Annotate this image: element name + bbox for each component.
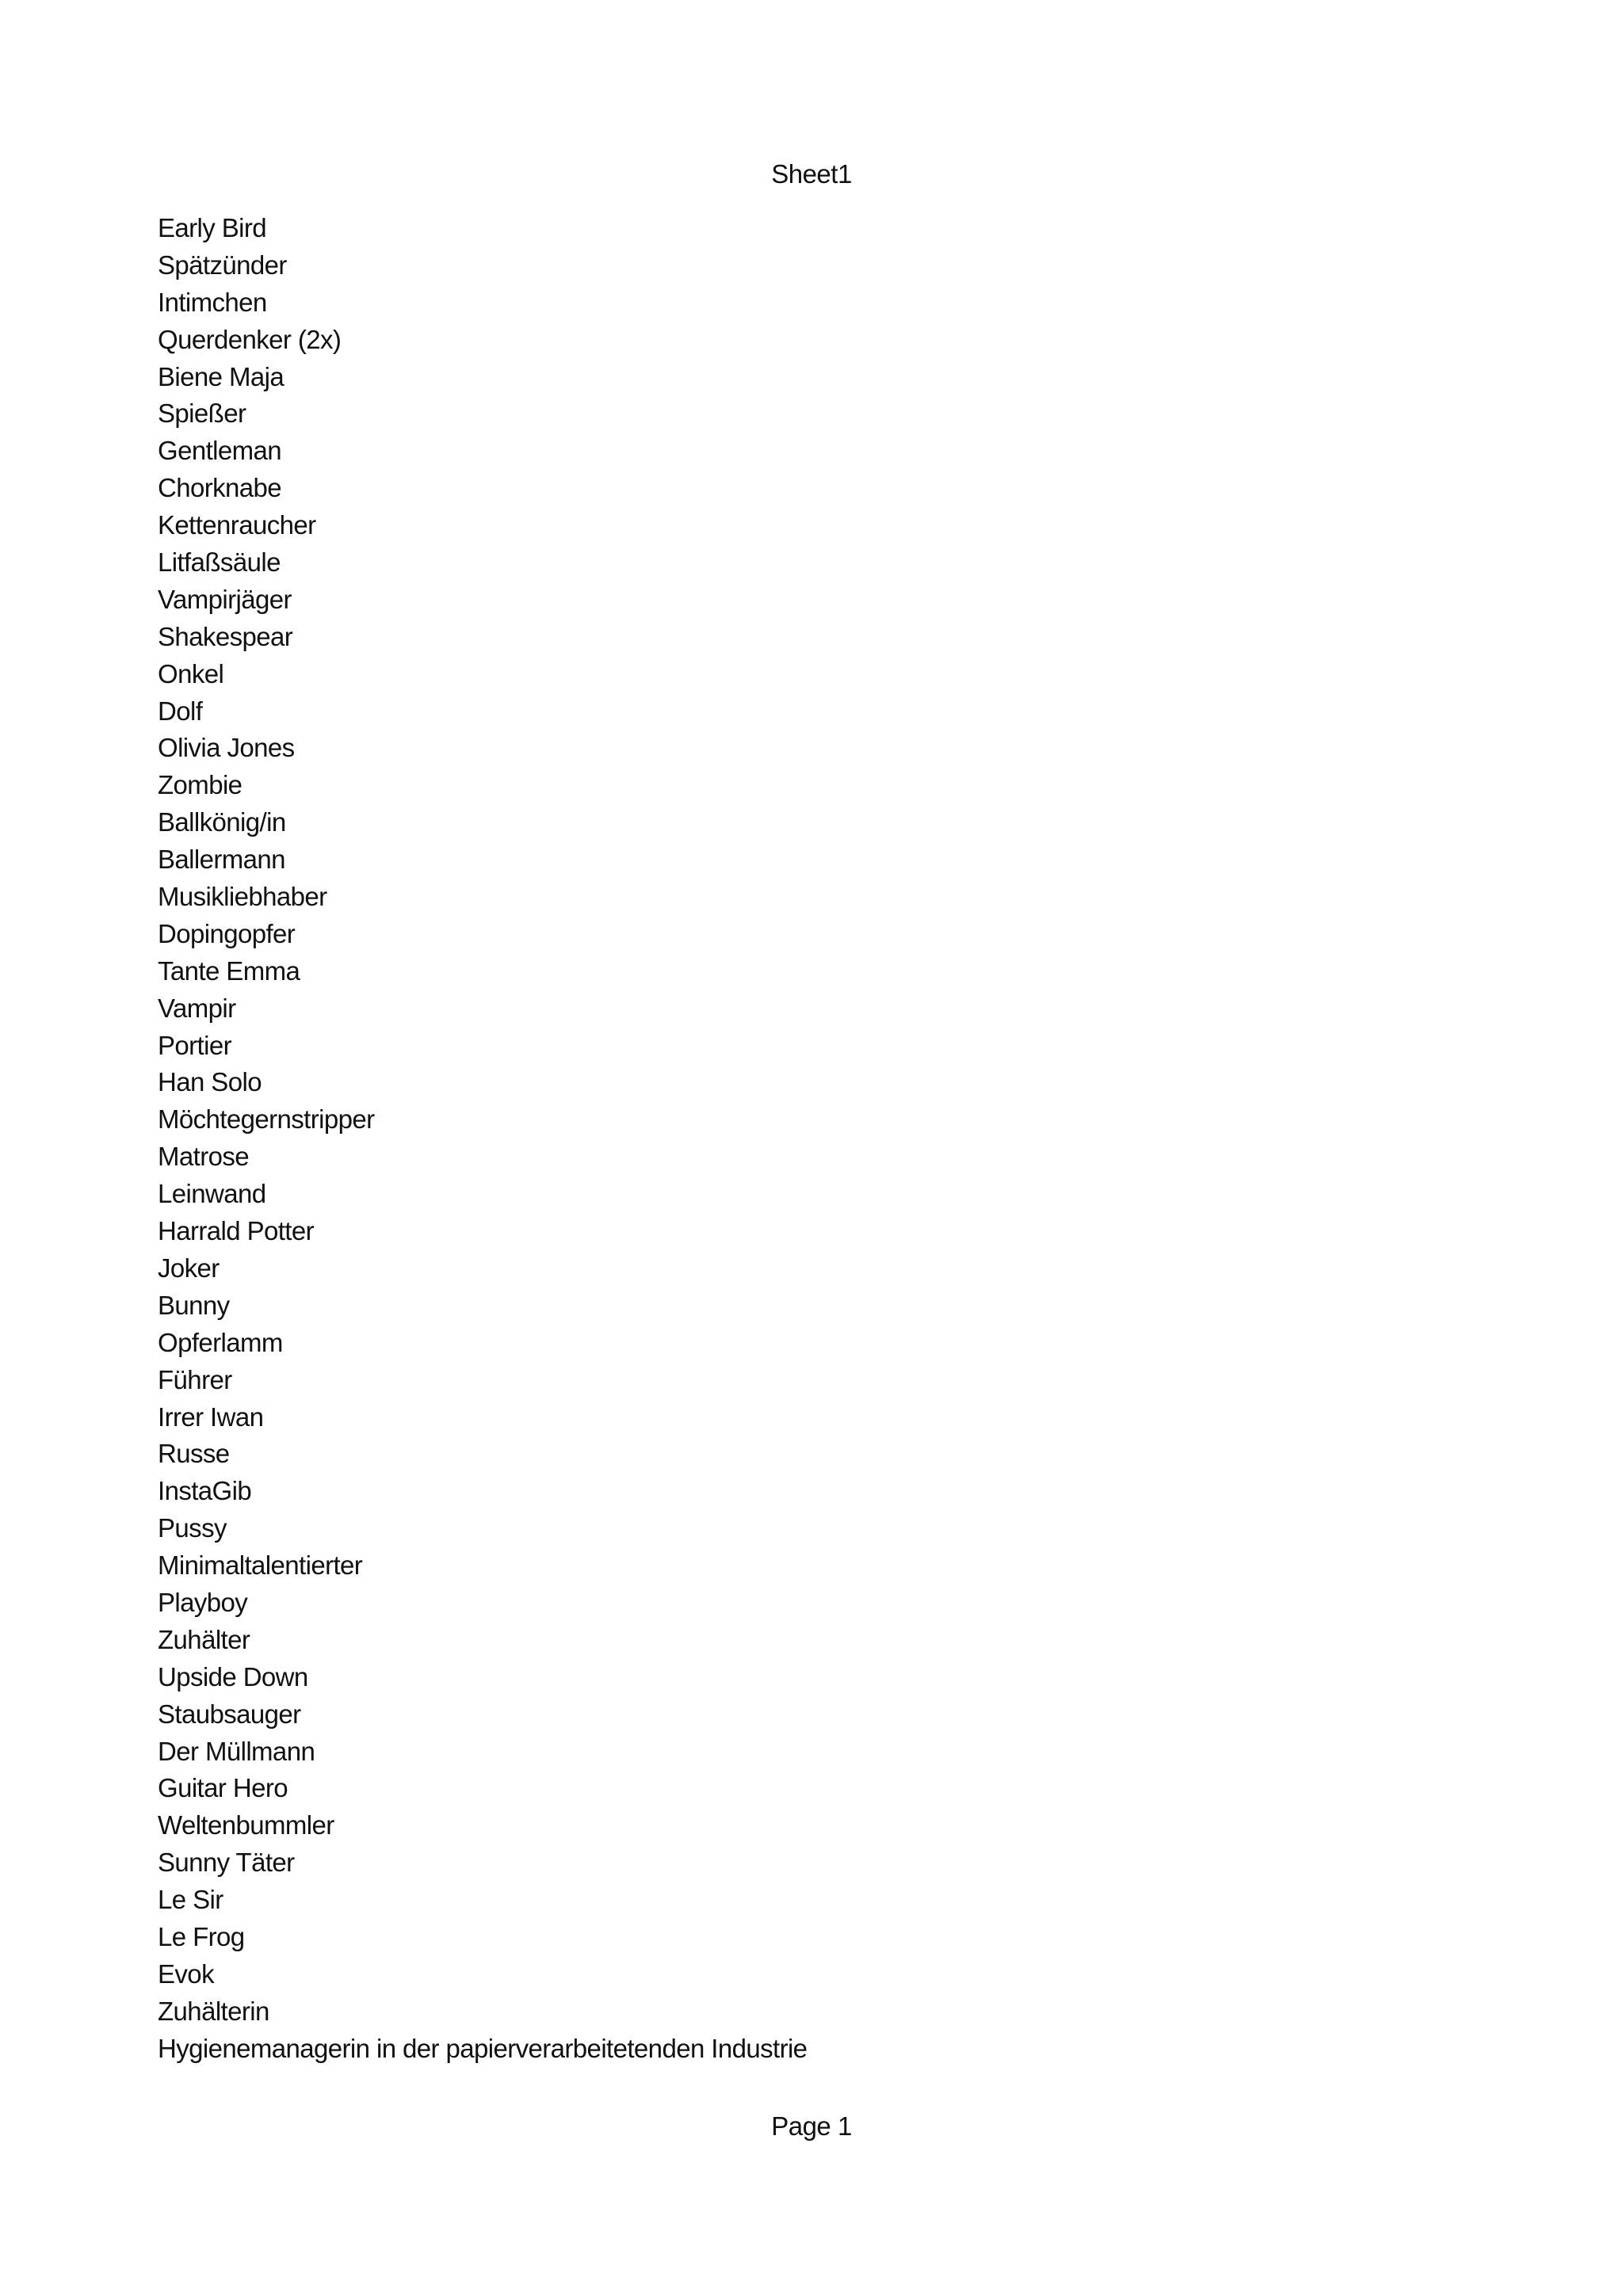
sheet-title: Sheet1 (771, 159, 852, 189)
list-item: Kettenraucher (158, 510, 316, 540)
list-item: Führer (158, 1364, 232, 1394)
list-item: Early Bird (158, 213, 267, 242)
list-item: Upside Down (158, 1661, 308, 1691)
list-item: Playboy (158, 1587, 248, 1617)
list-item: Guitar Hero (158, 1773, 288, 1803)
list-item: Intimchen (158, 287, 267, 317)
list-item: Minimaltalentierter (158, 1550, 363, 1581)
list-item: Dopingopfer (158, 918, 296, 948)
list-item: Joker (158, 1253, 220, 1283)
list-item: Ballkönig/in (158, 807, 286, 837)
list-item: Evok (158, 1958, 214, 1989)
list-item: Möchtegernstripper (158, 1104, 375, 1135)
list-item: Litfaßsäule (158, 547, 281, 578)
list-item: Chorknabe (158, 473, 282, 503)
list-item: Zuhälterin (158, 1996, 269, 2026)
list-item: Harrald Potter (158, 1216, 315, 1246)
list-item: Ballermann (158, 845, 285, 875)
list-item: Pussy (158, 1513, 227, 1543)
list-item: InstaGib (158, 1476, 252, 1506)
list-item: Der Müllmann (158, 1736, 315, 1766)
list-item: Portier (158, 1030, 231, 1060)
list-item: Bunny (158, 1290, 230, 1320)
list-item: Shakespear (158, 621, 293, 651)
list-item: Tante Emma (158, 955, 300, 986)
list-item: Querdenker (2x) (158, 324, 342, 354)
list-item: Spätzünder (158, 250, 287, 280)
list-item: Opferlamm (158, 1327, 283, 1357)
list-item: Spießer (158, 399, 246, 429)
list-item: Gentleman (158, 436, 282, 466)
list-item: Le Sir (158, 1885, 223, 1915)
list-item: Russe (158, 1439, 230, 1469)
list-item: Biene Maja (158, 361, 285, 391)
list-item: Musikliebhaber (158, 882, 327, 912)
list-item: Han Solo (158, 1067, 262, 1097)
list-item: Irrer Iwan (158, 1402, 264, 1432)
list-item: Leinwand (158, 1179, 266, 1209)
name-list (158, 210, 807, 2068)
list-item: Weltenbummler (158, 1810, 334, 1840)
list-item: Staubsauger (158, 1699, 301, 1729)
list-item: Matrose (158, 1142, 250, 1172)
list-item: Olivia Jones (158, 733, 295, 763)
list-item: Zuhälter (158, 1624, 250, 1654)
list-item: Hygienemanagerin in der papierverarbeitetenden Industrie (158, 2033, 808, 2063)
list-item: Onkel (158, 658, 224, 688)
list-item: Vampir (158, 993, 236, 1023)
page-number: Page 1 (771, 2111, 852, 2141)
list-item: Le Frog (158, 1921, 245, 1951)
list-item: Dolf (158, 696, 203, 726)
list-item: Vampirjäger (158, 584, 292, 614)
list-item: Zombie (158, 770, 242, 800)
list-item: Sunny Täter (158, 1848, 295, 1878)
